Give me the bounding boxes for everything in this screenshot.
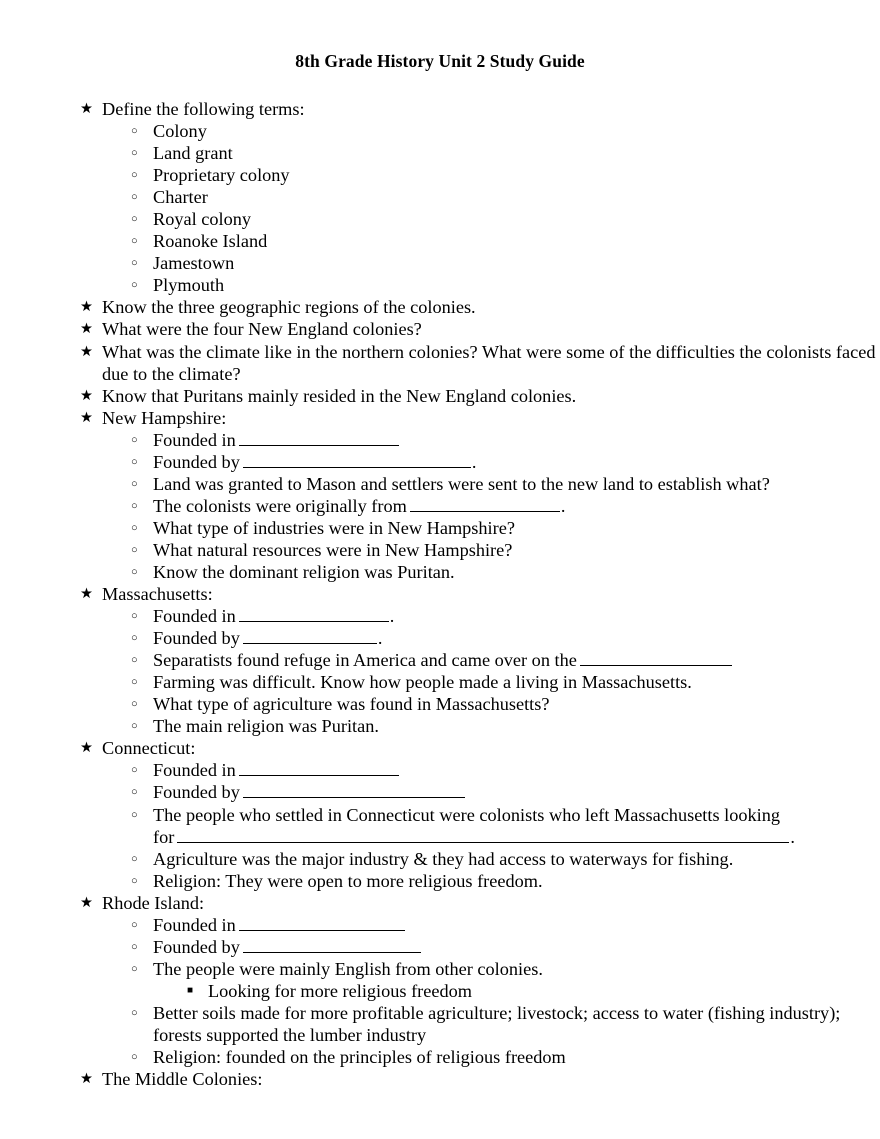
outline-item (0, 980, 880, 1002)
outline-item-text: Proprietary colony (153, 165, 290, 186)
star-bullet-icon: ★ (80, 1071, 93, 1088)
outline-item-text: Founded in (153, 429, 236, 450)
star-bullet-icon: ★ (80, 343, 93, 360)
outline-item-text-suffix: . (790, 826, 795, 847)
outline-item-text: What were the four New England colonies? (102, 319, 422, 340)
study-guide-outline (0, 98, 880, 1090)
circle-bullet-icon: ○ (131, 1051, 138, 1064)
circle-bullet-icon: ○ (131, 191, 138, 204)
outline-item (0, 958, 880, 980)
outline-item (0, 870, 880, 892)
outline-item (0, 517, 880, 539)
circle-bullet-icon: ○ (131, 610, 138, 623)
star-bullet-icon: ★ (80, 586, 93, 603)
outline-item (0, 627, 880, 649)
circle-bullet-icon: ○ (131, 720, 138, 733)
outline-item (0, 804, 880, 826)
star-bullet-icon: ★ (80, 387, 93, 404)
circle-bullet-icon: ○ (131, 786, 138, 799)
circle-bullet-icon: ○ (131, 279, 138, 292)
fill-in-blank[interactable] (243, 628, 377, 644)
star-bullet-icon: ★ (80, 299, 93, 316)
outline-item-text: Better soils made for more profitable agriculture; livestock; access to water (fishing industry); forests supported the lumber industry (153, 1002, 841, 1045)
circle-bullet-icon: ○ (131, 808, 138, 821)
outline-item-text-suffix: . (560, 495, 566, 516)
outline-item-text: Land grant (153, 143, 233, 164)
fill-in-blank[interactable] (243, 782, 465, 798)
star-bullet-icon: ★ (80, 894, 93, 911)
outline-item-text: Massachusetts: (102, 584, 213, 605)
outline-item (0, 848, 880, 870)
outline-item (0, 759, 880, 781)
outline-item (0, 252, 880, 274)
outline-item (0, 693, 880, 715)
circle-bullet-icon: ○ (131, 213, 138, 226)
outline-item-text: Colony (153, 121, 207, 142)
outline-item (0, 583, 880, 605)
outline-item (0, 429, 880, 451)
outline-item-text: Founded in (153, 760, 236, 781)
outline-item (0, 407, 880, 429)
circle-bullet-icon: ○ (131, 962, 138, 975)
outline-item (0, 649, 880, 671)
circle-bullet-icon: ○ (131, 1006, 138, 1019)
outline-item (0, 1046, 880, 1068)
circle-bullet-icon: ○ (131, 543, 138, 556)
outline-item-text: The people who settled in Connecticut were colonists who left Massachusetts looking (153, 804, 781, 825)
outline-item-text: Know the three geographic regions of the colonies. (102, 297, 476, 318)
square-bullet-icon: ■ (187, 984, 194, 996)
circle-bullet-icon: ○ (131, 874, 138, 887)
outline-item (0, 495, 880, 517)
outline-item (0, 781, 880, 803)
outline-item (0, 892, 880, 914)
outline-item-text: Roanoke Island (153, 231, 268, 252)
outline-item-text: Rhode Island: (102, 892, 205, 913)
outline-item (0, 671, 880, 693)
outline-item-text: Founded in (153, 606, 236, 627)
outline-item (0, 385, 880, 407)
outline-item (0, 539, 880, 561)
outline-item-text: Religion: They were open to more religious freedom. (153, 870, 543, 891)
outline-item (0, 1002, 880, 1046)
fill-in-blank[interactable] (239, 760, 399, 776)
fill-in-blank[interactable] (177, 827, 789, 843)
outline-item-text-suffix: . (377, 628, 383, 649)
star-bullet-icon: ★ (80, 101, 93, 117)
outline-item-text: What type of agriculture was found in Massachusetts? (153, 694, 550, 715)
outline-item-text: Founded by (153, 628, 240, 649)
fill-in-blank[interactable] (239, 915, 405, 931)
outline-item-text: Looking for more religious freedom (208, 980, 472, 1001)
outline-item (0, 737, 880, 759)
outline-item (0, 186, 880, 208)
circle-bullet-icon: ○ (131, 764, 138, 777)
page-title: 8th Grade History Unit 2 Study Guide (295, 51, 585, 71)
outline-item (0, 341, 880, 385)
outline-item-text: The colonists were originally from (153, 495, 407, 516)
outline-item (0, 318, 880, 340)
fill-in-blank[interactable] (243, 452, 471, 468)
circle-bullet-icon: ○ (131, 918, 138, 931)
outline-item-text: Plymouth (153, 275, 225, 296)
star-bullet-icon: ★ (80, 321, 93, 338)
outline-item (0, 826, 880, 848)
outline-item-text: What natural resources were in New Hampshire? (153, 539, 513, 560)
outline-item-text: What was the climate like in the northern colonies? What were some of the difficulties the colonists faced due to the climate? (102, 341, 876, 384)
outline-item (0, 142, 880, 164)
fill-in-blank[interactable] (243, 937, 421, 953)
star-bullet-icon: ★ (80, 409, 93, 426)
outline-item (0, 936, 880, 958)
outline-item (0, 561, 880, 583)
outline-item-text-suffix: . (389, 606, 395, 627)
circle-bullet-icon: ○ (131, 125, 138, 138)
circle-bullet-icon: ○ (131, 565, 138, 578)
outline-item-text-suffix: . (471, 451, 477, 472)
circle-bullet-icon: ○ (131, 698, 138, 711)
outline-item (0, 164, 880, 186)
outline-item (0, 451, 880, 473)
circle-bullet-icon: ○ (131, 521, 138, 534)
outline-item-text: Royal colony (153, 209, 251, 230)
outline-item-text: Know the dominant religion was Puritan. (153, 561, 455, 582)
fill-in-blank[interactable] (239, 606, 389, 622)
outline-item-text: Religion: founded on the principles of religious freedom (153, 1047, 566, 1068)
outline-item (0, 98, 880, 120)
circle-bullet-icon: ○ (131, 852, 138, 865)
circle-bullet-icon: ○ (131, 147, 138, 160)
outline-item-text: Jamestown (153, 253, 235, 274)
outline-item-text: What type of industries were in New Hampshire? (153, 517, 515, 538)
circle-bullet-icon: ○ (131, 235, 138, 248)
outline-item (0, 120, 880, 142)
outline-item (0, 605, 880, 627)
fill-in-blank[interactable] (410, 496, 560, 512)
outline-item-text: Define the following terms: (102, 99, 305, 119)
circle-bullet-icon: ○ (131, 654, 138, 667)
outline-item-text: for (153, 826, 175, 847)
outline-item-text: Founded in (153, 914, 236, 935)
outline-item-text: Founded by (153, 782, 240, 803)
outline-item (0, 914, 880, 936)
circle-bullet-icon: ○ (131, 632, 138, 645)
outline-item-text: Land was granted to Mason and settlers were sent to the new land to establish what? (153, 473, 770, 494)
circle-bullet-icon: ○ (131, 477, 138, 490)
outline-item-text: The main religion was Puritan. (153, 716, 379, 737)
outline-item-text: Know that Puritans mainly resided in the New England colonies. (102, 385, 577, 406)
outline-item-text: Charter (153, 187, 208, 208)
outline-item (0, 230, 880, 252)
outline-item-text: Separatists found refuge in America and came over on the (153, 650, 577, 671)
outline-item-text: Agriculture was the major industry & they had access to waterways for fishing. (153, 848, 734, 869)
outline-item-text: Connecticut: (102, 738, 196, 759)
circle-bullet-icon: ○ (131, 257, 138, 270)
outline-item (0, 296, 880, 318)
circle-bullet-icon: ○ (131, 676, 138, 689)
circle-bullet-icon: ○ (131, 169, 138, 182)
outline-item (0, 1068, 880, 1090)
outline-item (0, 208, 880, 230)
outline-item (0, 274, 880, 296)
outline-item-text: The Middle Colonies: (102, 1069, 263, 1090)
outline-item (0, 715, 880, 737)
outline-item (0, 473, 880, 495)
outline-item-text: Founded by (153, 451, 240, 472)
circle-bullet-icon: ○ (131, 940, 138, 953)
outline-item-text: Founded by (153, 936, 240, 957)
circle-bullet-icon: ○ (131, 433, 138, 446)
fill-in-blank[interactable] (239, 430, 399, 446)
star-bullet-icon: ★ (80, 740, 93, 757)
circle-bullet-icon: ○ (131, 499, 138, 512)
outline-item-text: New Hampshire: (102, 407, 227, 428)
outline-item-text: Farming was difficult. Know how people made a living in Massachusetts. (153, 672, 692, 693)
fill-in-blank[interactable] (580, 650, 732, 666)
outline-item-text: The people were mainly English from other colonies. (153, 958, 543, 979)
circle-bullet-icon: ○ (131, 455, 138, 468)
